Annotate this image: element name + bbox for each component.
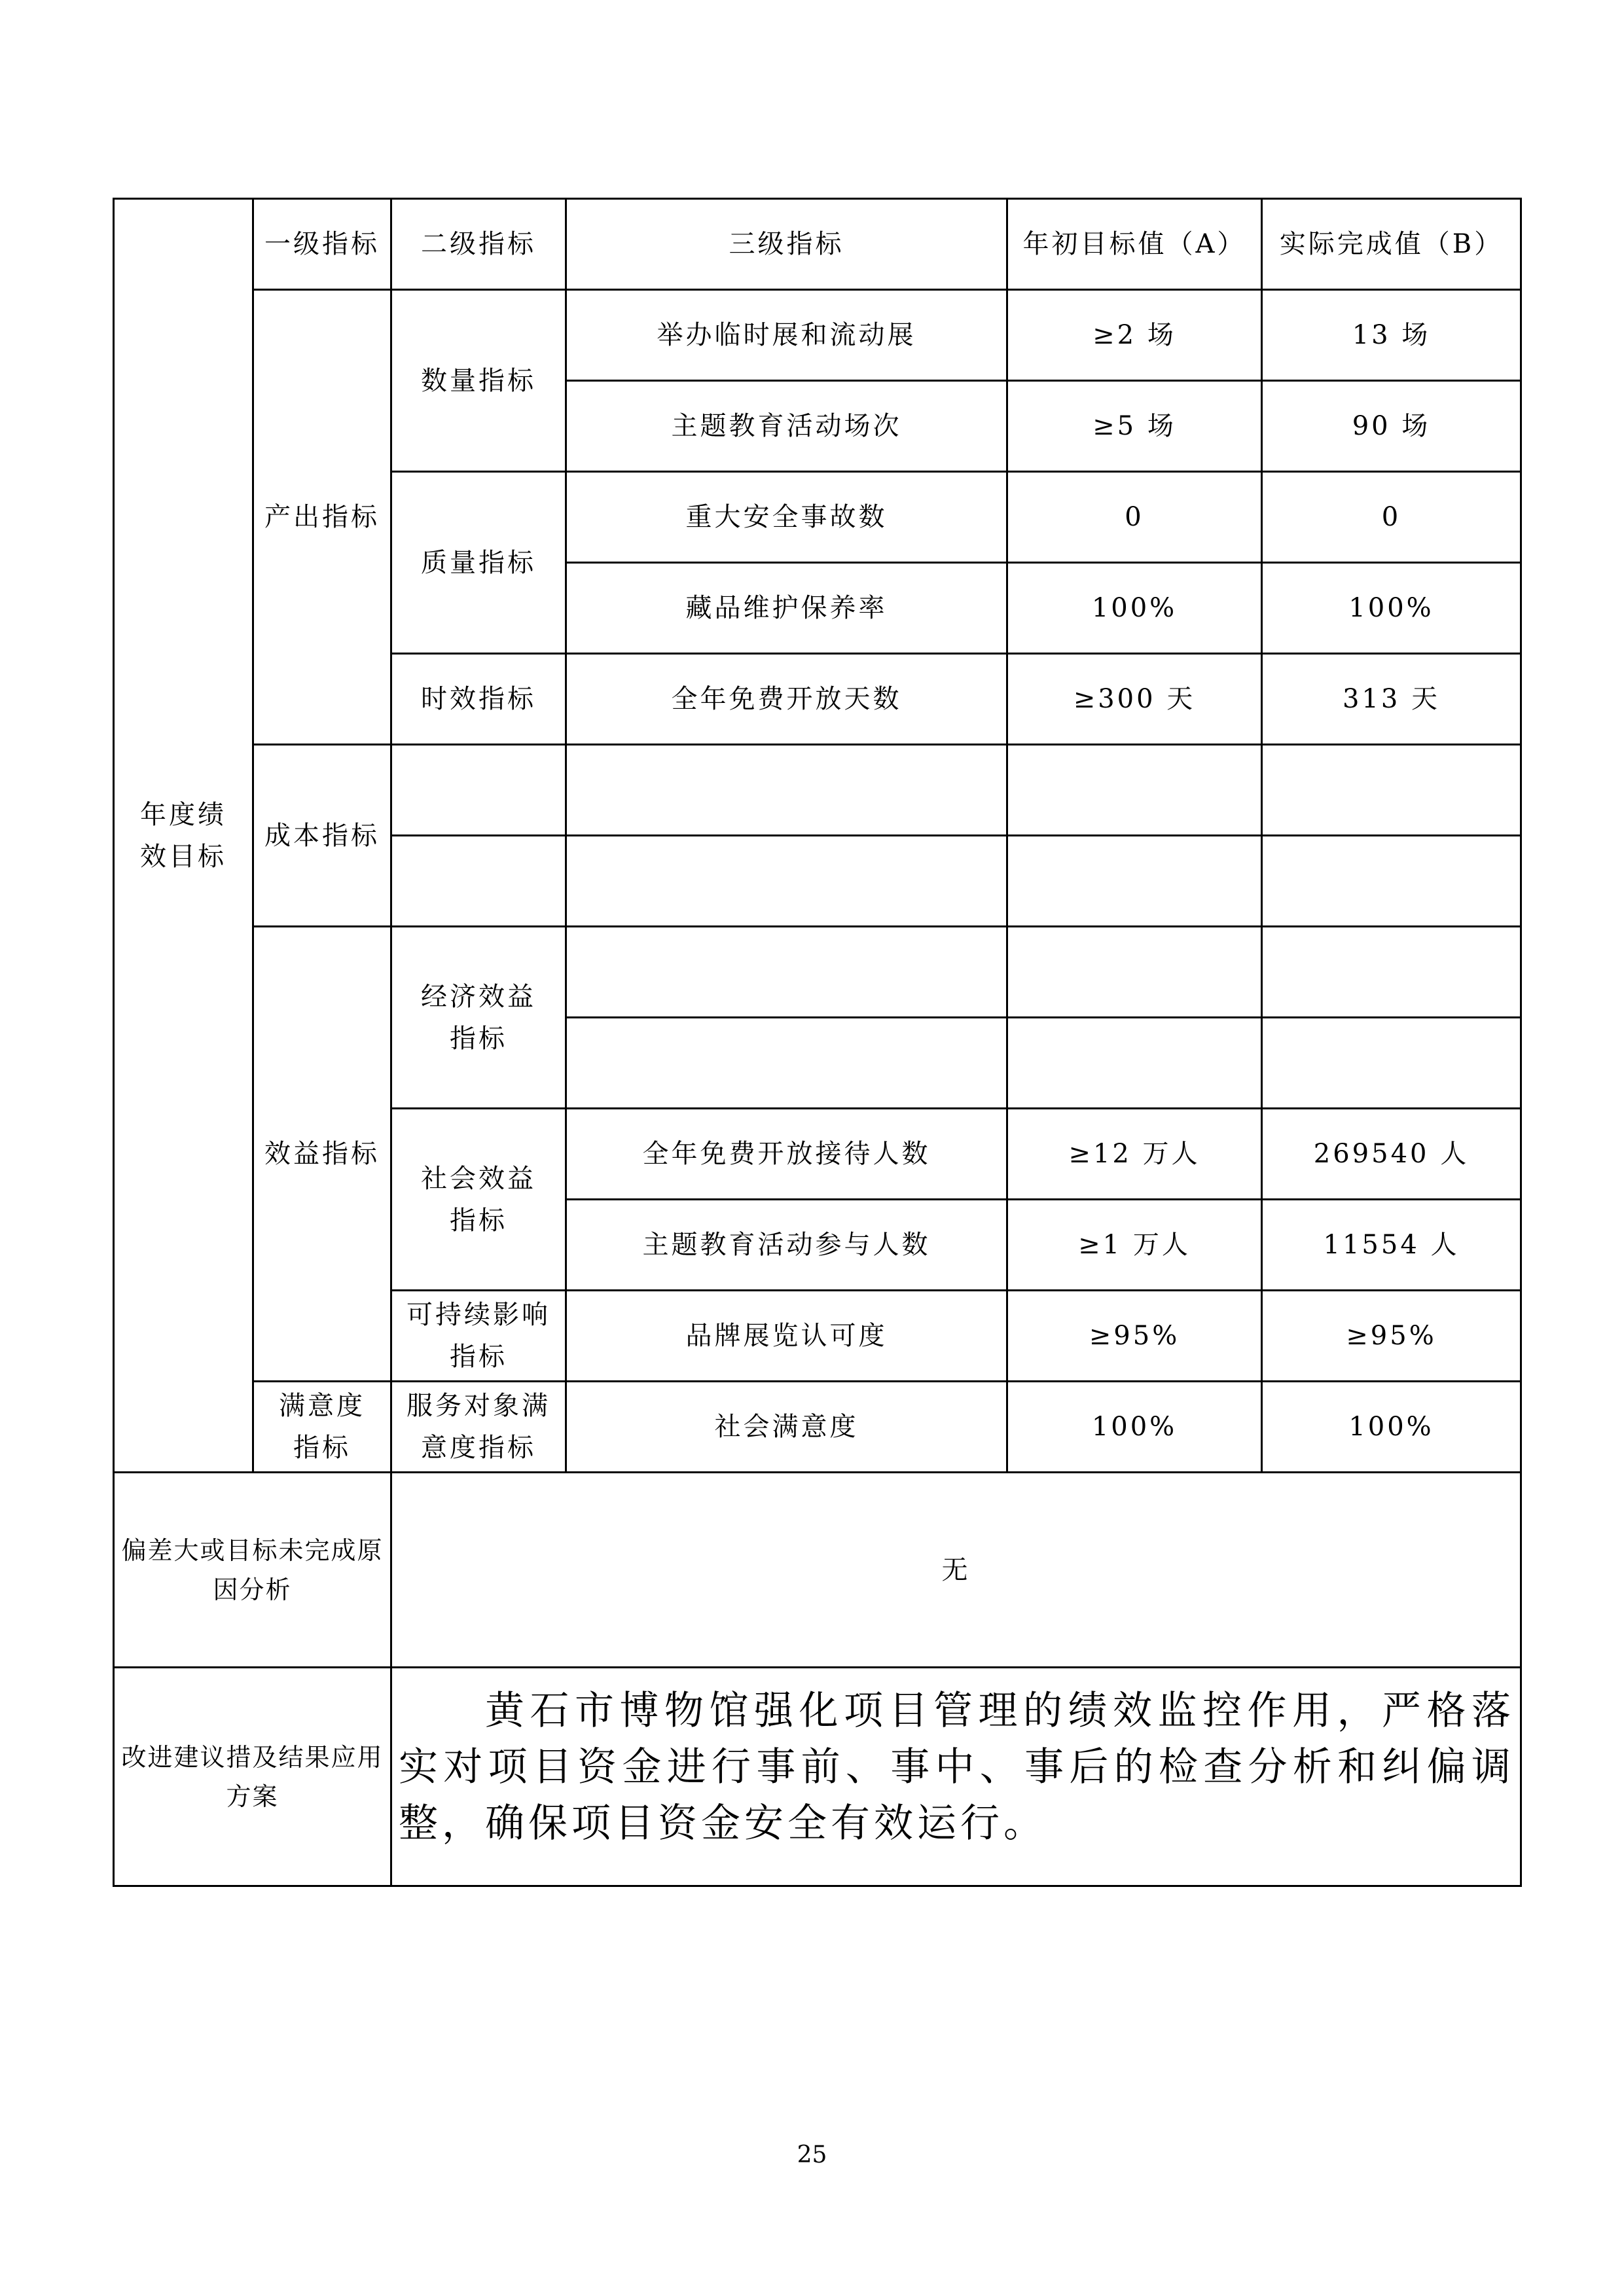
- target-cell: ≥300 天: [1007, 654, 1262, 745]
- annual-goal-label: 年度绩效目标: [114, 199, 253, 1473]
- header-actual: 实际完成值（B）: [1262, 199, 1521, 290]
- actual-cell: 13 场: [1262, 290, 1521, 381]
- header-level3: 三级指标: [566, 199, 1007, 290]
- empty-cell: [1262, 836, 1521, 927]
- empty-cell: [1262, 745, 1521, 836]
- performance-table: [113, 198, 1522, 1887]
- target-cell: 100%: [1007, 563, 1262, 654]
- actual-cell: 0: [1262, 472, 1521, 563]
- subgroup-quantity: 数量指标: [391, 290, 566, 472]
- empty-cell: [1262, 1018, 1521, 1109]
- group-satisfaction: 满意度指标: [253, 1382, 391, 1473]
- indicator-cell: 社会满意度: [566, 1382, 1007, 1473]
- group-benefit: 效益指标: [253, 927, 391, 1382]
- empty-cell: [1007, 927, 1262, 1018]
- target-cell: ≥5 场: [1007, 381, 1262, 472]
- subgroup-service: 服务对象满意度指标: [391, 1382, 566, 1473]
- improvement-value: 黄石市博物馆强化项目管理的绩效监控作用，严格落实对项目资金进行事前、事中、事后的检查分析和纠偏调整，确保项目资金安全有效运行。: [391, 1668, 1521, 1886]
- actual-cell: 90 场: [1262, 381, 1521, 472]
- empty-cell: [1262, 927, 1521, 1018]
- empty-cell: [566, 1018, 1007, 1109]
- indicator-cell: 举办临时展和流动展: [566, 290, 1007, 381]
- indicator-cell: 品牌展览认可度: [566, 1291, 1007, 1382]
- empty-cell: [1007, 745, 1262, 836]
- table-row: [114, 745, 1521, 836]
- header-target: 年初目标值（A）: [1007, 199, 1262, 290]
- indicator-cell: 重大安全事故数: [566, 472, 1007, 563]
- actual-cell: ≥95%: [1262, 1291, 1521, 1382]
- empty-cell: [566, 745, 1007, 836]
- target-cell: 0: [1007, 472, 1262, 563]
- table-row: [114, 927, 1521, 1018]
- actual-cell: 269540 人: [1262, 1109, 1521, 1200]
- empty-cell: [391, 745, 566, 836]
- empty-cell: [1007, 1018, 1262, 1109]
- indicator-cell: 全年免费开放天数: [566, 654, 1007, 745]
- actual-cell: 11554 人: [1262, 1200, 1521, 1291]
- deviation-row: [114, 1473, 1521, 1668]
- header-level1: 一级指标: [253, 199, 391, 290]
- target-cell: ≥2 场: [1007, 290, 1262, 381]
- target-cell: ≥1 万人: [1007, 1200, 1262, 1291]
- actual-cell: 100%: [1262, 563, 1521, 654]
- group-cost: 成本指标: [253, 745, 391, 927]
- table-row: [114, 1382, 1521, 1473]
- deviation-label: 偏差大或目标未完成原因分析: [114, 1473, 391, 1668]
- actual-cell: 313 天: [1262, 654, 1521, 745]
- improvement-label: 改进建议措及结果应用方案: [114, 1668, 391, 1886]
- indicator-cell: 全年免费开放接待人数: [566, 1109, 1007, 1200]
- target-cell: ≥12 万人: [1007, 1109, 1262, 1200]
- subgroup-timeliness: 时效指标: [391, 654, 566, 745]
- target-cell: ≥95%: [1007, 1291, 1262, 1382]
- empty-cell: [1007, 836, 1262, 927]
- deviation-value: 无: [391, 1473, 1521, 1668]
- subgroup-sustainable: 可持续影响指标: [391, 1291, 566, 1382]
- indicator-cell: 主题教育活动参与人数: [566, 1200, 1007, 1291]
- subgroup-social: 社会效益指标: [391, 1109, 566, 1291]
- indicator-cell: 主题教育活动场次: [566, 381, 1007, 472]
- empty-cell: [391, 836, 566, 927]
- empty-cell: [566, 836, 1007, 927]
- header-level2: 二级指标: [391, 199, 566, 290]
- target-cell: 100%: [1007, 1382, 1262, 1473]
- table-row: [114, 290, 1521, 381]
- improvement-row: [114, 1668, 1521, 1886]
- subgroup-quality: 质量指标: [391, 472, 566, 654]
- group-output: 产出指标: [253, 290, 391, 745]
- indicator-cell: 藏品维护保养率: [566, 563, 1007, 654]
- page-number: 25: [797, 2142, 827, 2168]
- empty-cell: [566, 927, 1007, 1018]
- actual-cell: 100%: [1262, 1382, 1521, 1473]
- subgroup-economic: 经济效益指标: [391, 927, 566, 1109]
- header-row: [114, 199, 1521, 290]
